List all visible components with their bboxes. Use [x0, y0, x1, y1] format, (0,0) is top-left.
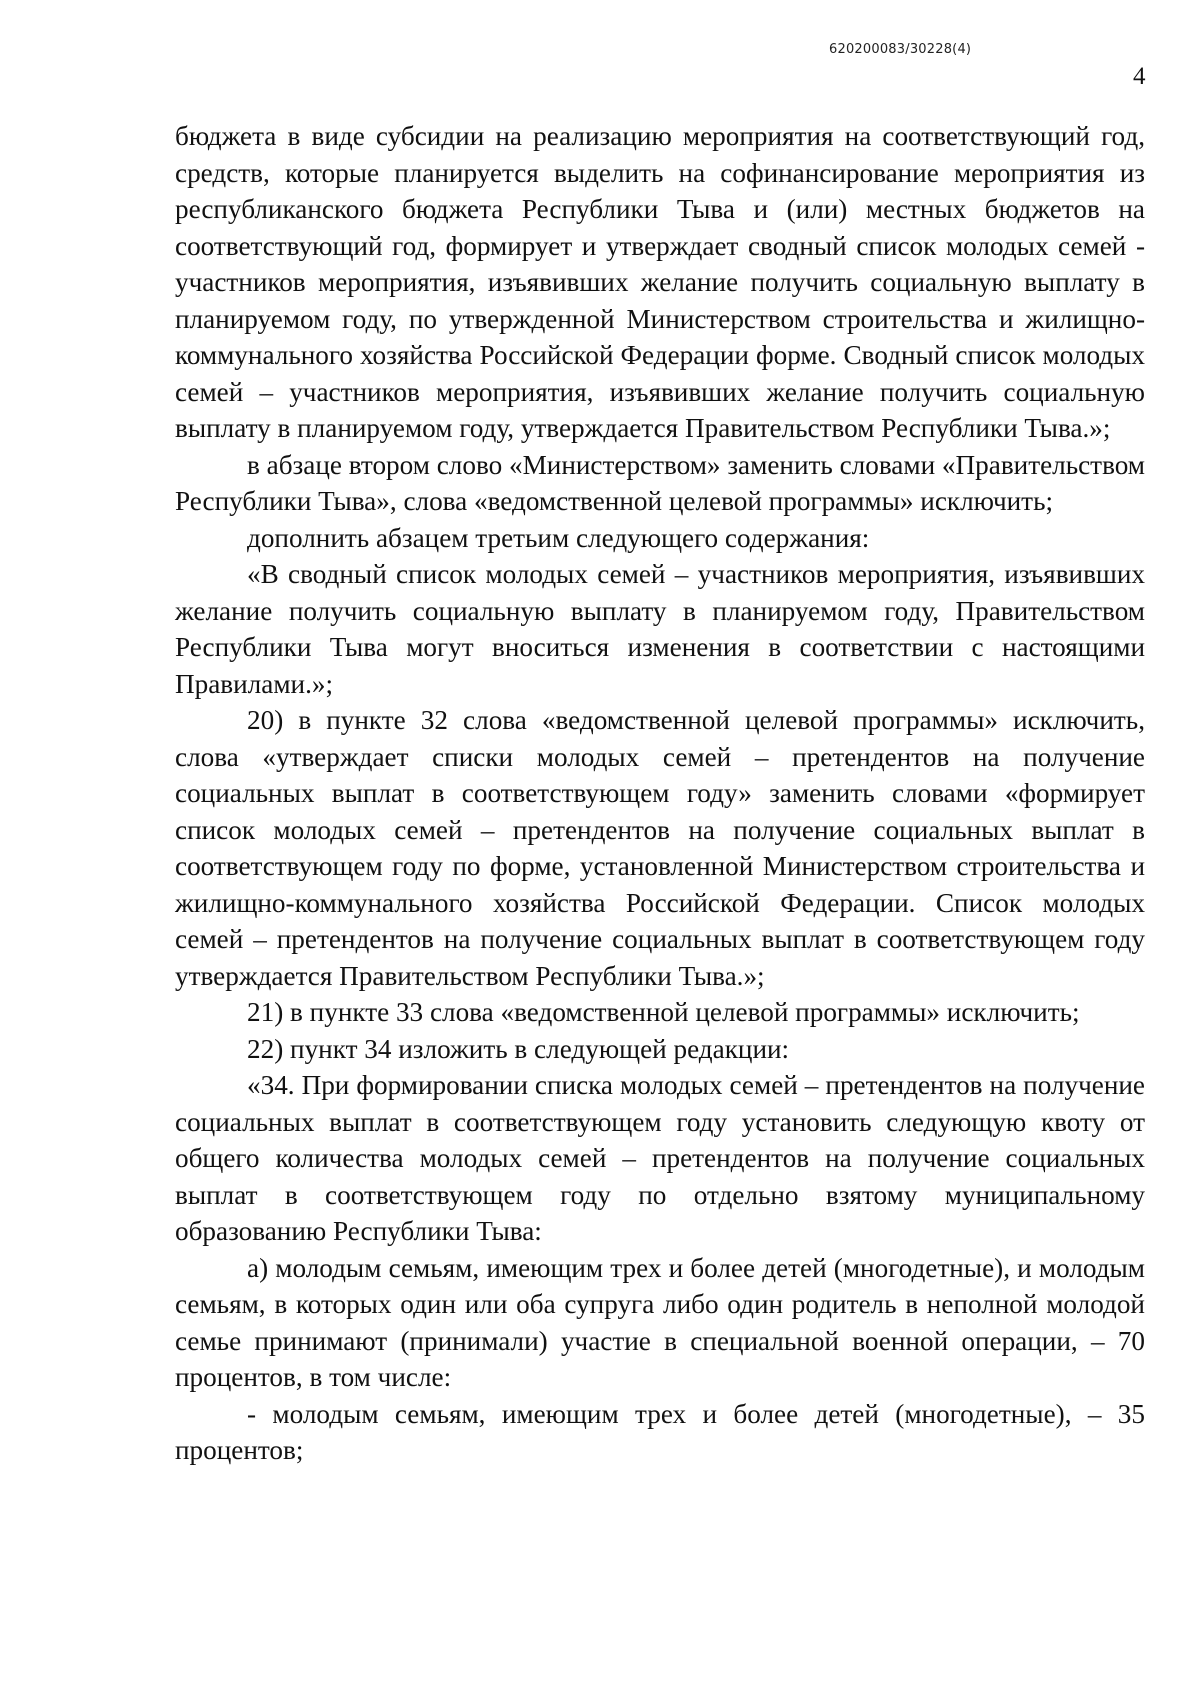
document-id: 620200083/30228(4) [829, 42, 972, 57]
paragraph-item-22: 22) пункт 34 изложить в следующей редакции: [247, 1033, 790, 1064]
paragraph-clause-34: «34. При формировании списка молодых семей – претендентов на получение социальных выплат в соответствующем году установить следующую квоту от общего количества молодых семей – претендентов на получение социальных выплат в соответствующем году по отдельно взятому муниципальному образованию Республики Тыва: [175, 1070, 1145, 1246]
paragraph-item-20: 20) в пункте 32 слова «ведомственной целевой программы» исключить, слова «утверждает списки молодых семей – претендентов на получение социальных выплат в соответствующем году» заменить словами «формирует список молодых семей – претендентов на получение социальных выплат в соответствующем году по форме, установленной Министерством строительства и жилищно-коммунального хозяйства Российской Федерации. Список молодых семей – претендентов на получение социальных выплат в соответствующем году утверждается Правительством Республики Тыва.»; [175, 705, 1145, 991]
document-body [175, 118, 1145, 1469]
paragraph-dash-item: - молодым семьям, имеющим трех и более детей (многодетные), – 35 процентов; [175, 1398, 1145, 1465]
paragraph: «В сводный список молодых семей – участников мероприятия, изъявивших желание получить социальную выплату в планируемом году, Правительством Республики Тыва могут вноситься изменения в соответствии с настоящими Правилами.»; [175, 559, 1145, 699]
paragraph-item-21: 21) в пункте 33 слова «ведомственной целевой программы» исключить; [247, 997, 1080, 1027]
page-number: 4 [1133, 63, 1146, 90]
paragraph: в абзаце втором слово «Министерством» заменить словами «Правительством Республики Тыва», слова «ведомственной целевой программы» исключить; [175, 449, 1145, 516]
paragraph: дополнить абзацем третьим следующего содержания: [247, 522, 870, 553]
paragraph-continuation: бюджета в виде субсидии на реализацию мероприятия на соответствующий год, средств, которые планируется выделить на софинансирование мероприятия из республиканского бюджета Республики Тыва и (или) местных бюджетов на соответствующий год, формирует и утверждает сводный список молодых семей - участников мероприятия, изъявивших желание получить социальную выплату в планируемом году, по утвержденной Министерством строительства и жилищно-коммунального хозяйства Российской Федерации форме. Сводный список молодых семей – участников мероприятия, изъявивших желание получить социальную выплату в планируемом году, утверждается Правительством Республики Тыва.»; [175, 121, 1145, 443]
paragraph-subclause-a: а) молодым семьям, имеющим трех и более детей (многодетные), и молодым семьям, в которых один или оба супруга либо один родитель в неполной молодой семье принимают (принимали) участие в специальной военной операции, – 70 процентов, в том числе: [175, 1252, 1145, 1392]
